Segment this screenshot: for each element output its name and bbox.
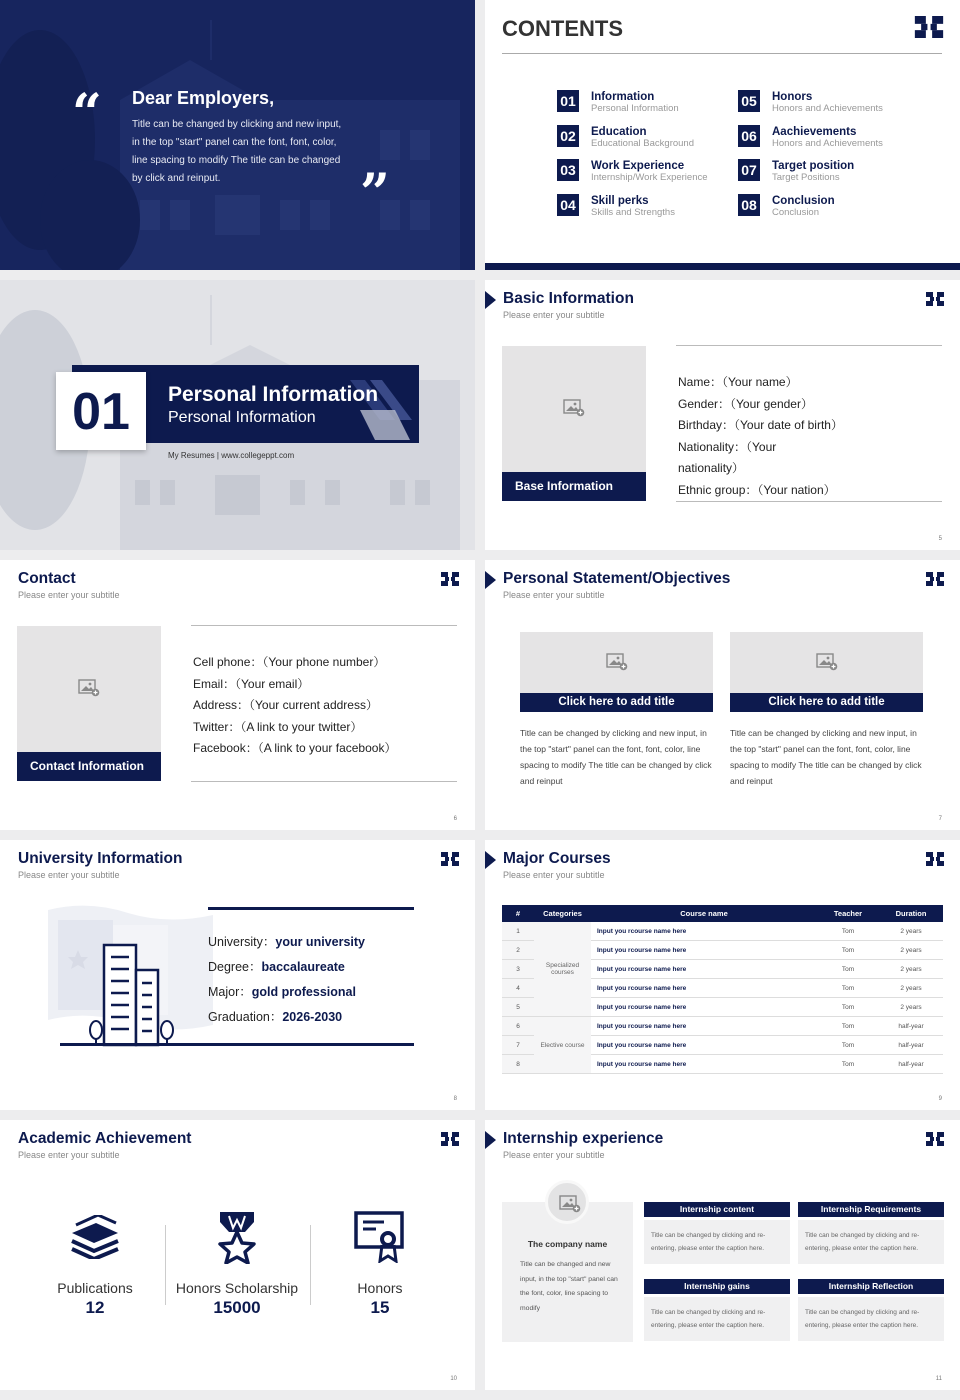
info-name: Name：（Your name） <box>678 375 798 389</box>
image-add-icon <box>559 1195 581 1213</box>
toc-item-subtitle: Skills and Strengths <box>591 206 675 218</box>
table-row <box>502 1017 943 1036</box>
university-building-illustration <box>48 905 218 1050</box>
teacher-cell: Tom <box>817 1055 879 1074</box>
contents-bottom-bar <box>485 263 960 270</box>
toc-item-title[interactable]: Information <box>591 91 655 103</box>
toc-number: 03 <box>557 159 579 181</box>
slide-cover-letter <box>0 0 475 270</box>
teacher-cell: Tom <box>817 960 879 979</box>
course-name-cell: Input you rcourse name here <box>591 979 817 998</box>
title-arrow-icon <box>485 1131 496 1149</box>
section-number: 01 <box>72 383 130 441</box>
cover-body: Title can be changed by clicking and new input, in the top "start" panel can the font, font, color, line spacing to modify The title can be changed by click and reinput. <box>132 119 342 184</box>
col-duration: Duration <box>879 905 943 922</box>
duration-cell: 2 years <box>879 998 943 1017</box>
slide-personal-statement <box>485 560 960 830</box>
duration-cell: half-year <box>879 1036 943 1055</box>
slide-university-information <box>0 840 475 1110</box>
table-header-row <box>502 905 943 922</box>
statement-image-1[interactable] <box>520 632 713 712</box>
title-arrow-icon <box>485 571 496 589</box>
university-top-line <box>208 907 414 910</box>
box-text: Title can be changed by clicking and re-entering, please enter the caption here. <box>798 1297 944 1341</box>
slide-title: University Information <box>18 850 183 867</box>
scholarship-medal-icon <box>217 1210 257 1264</box>
company-image-circle[interactable] <box>545 1180 589 1224</box>
major-row: Major：gold professional <box>208 985 356 999</box>
statement-image-2[interactable] <box>730 632 923 712</box>
slide-subtitle: Please enter your subtitle <box>18 870 120 880</box>
contact-address: Address：（Your current address） <box>193 698 378 713</box>
company-card-text: Title can be changed and new input, in the top "start" panel can the font, color, line spacing to modify <box>520 1261 618 1312</box>
slide-subtitle: Please enter your subtitle <box>503 870 605 880</box>
toc-number: 08 <box>738 194 760 216</box>
graduation-row: Graduation：2026-2030 <box>208 1010 343 1024</box>
teacher-cell: Tom <box>817 922 879 941</box>
logo-icon <box>926 1132 944 1146</box>
graduation-value: 2026-2030 <box>282 1010 343 1024</box>
info-bottom-line <box>191 781 457 782</box>
page-number: 7 <box>938 816 942 822</box>
logo-icon <box>441 1132 459 1146</box>
toc-item-subtitle: Internship/Work Experience <box>591 172 708 183</box>
image-add-icon <box>606 653 628 671</box>
photo-caption: Contact Information <box>17 752 161 781</box>
box-title: Internship Requirements <box>798 1202 944 1217</box>
slide-title: Internship experience <box>503 1130 664 1147</box>
toc-item-title[interactable]: Target position <box>772 160 855 172</box>
slide-subtitle: Please enter your subtitle <box>18 1150 120 1160</box>
row-index: 1 <box>502 922 534 941</box>
photo-caption: Base Information <box>502 472 646 501</box>
course-name-cell: Input you rcourse name here <box>591 941 817 960</box>
logo-icon <box>914 16 944 38</box>
toc-item-subtitle: Honors and Achievements <box>772 103 883 114</box>
university-details <box>208 930 365 1030</box>
info-gender: Gender：（Your gender） <box>678 396 813 411</box>
achievement-value: 12 <box>85 1298 105 1317</box>
section-subtitle: Personal Information <box>168 409 316 426</box>
contents-title: CONTENTS <box>502 16 623 41</box>
section-number-box <box>56 372 146 450</box>
row-index: 4 <box>502 979 534 998</box>
achievement-value: 15 <box>370 1298 390 1317</box>
contact-phone: Cell phone：（Your phone number） <box>193 655 386 669</box>
row-index: 8 <box>502 1055 534 1074</box>
duration-cell: 2 years <box>879 922 943 941</box>
card-text: Title can be changed by clicking and new input, in the top "start" panel can the font, font, color, line spacing to modify The title can be changed by click and reinput <box>520 728 712 786</box>
teacher-cell: Tom <box>817 1036 879 1055</box>
course-name-cell: Input you rcourse name here <box>591 998 817 1017</box>
info-top-line <box>191 625 457 626</box>
toc-number: 04 <box>557 194 579 216</box>
duration-cell: 2 years <box>879 960 943 979</box>
duration-cell: 2 years <box>879 941 943 960</box>
box-title: Internship content <box>644 1202 790 1217</box>
row-index: 3 <box>502 960 534 979</box>
row-index: 6 <box>502 1017 534 1036</box>
toc-item-title[interactable]: Honors <box>772 91 813 103</box>
slide-section-divider <box>0 280 475 550</box>
box-text: Title can be changed by clicking and re-entering, please enter the caption here. <box>644 1220 790 1264</box>
teacher-cell: Tom <box>817 998 879 1017</box>
table-row <box>502 922 943 941</box>
toc-item-subtitle: Target Positions <box>772 172 840 183</box>
duration-cell: 2 years <box>879 979 943 998</box>
toc-item-title[interactable]: Education <box>591 125 647 138</box>
page-number: 11 <box>935 1376 942 1382</box>
toc-number: 06 <box>738 125 760 147</box>
photo-placeholder[interactable] <box>502 346 646 501</box>
logo-icon <box>926 572 944 586</box>
course-name-cell: Input you rcourse name here <box>591 960 817 979</box>
col-index: # <box>502 905 534 922</box>
box-title: Internship gains <box>644 1279 790 1294</box>
achievement-label: Honors <box>357 1280 403 1296</box>
toc-item-subtitle: Conclusion <box>772 206 819 218</box>
slide-subtitle: Please enter your subtitle <box>503 590 605 600</box>
image-add-icon <box>563 399 585 417</box>
achievement-label: Publications <box>57 1280 133 1296</box>
logo-icon <box>926 852 944 866</box>
category-cell: Elective course <box>534 1017 591 1074</box>
logo-icon <box>926 292 944 306</box>
contact-facebook: Facebook：（A link to your facebook） <box>193 741 397 756</box>
achievement-separator <box>165 1225 166 1305</box>
box-text: Title can be changed by clicking and re-entering, please enter the caption here. <box>644 1297 790 1341</box>
books-stack-icon <box>68 1215 122 1259</box>
toc-item-subtitle: Educational Background <box>591 137 694 149</box>
info-ethnic: Ethnic group：（Your nation） <box>678 482 836 497</box>
course-name-cell: Input you rcourse name here <box>591 1055 817 1074</box>
title-arrow-icon <box>485 851 496 869</box>
logo-icon <box>441 572 459 586</box>
toc-item-subtitle: Personal Information <box>591 103 679 114</box>
open-quote-icon: “ <box>72 83 102 144</box>
box-text: Title can be changed by clicking and re-entering, please enter the caption here. <box>798 1220 944 1264</box>
course-name-cell: Input you rcourse name here <box>591 922 817 941</box>
contact-email: Email：（Your email） <box>193 676 310 691</box>
toc-item-title[interactable]: Aachievements <box>772 125 857 138</box>
slide-academic-achievement <box>0 1120 475 1390</box>
courses-table <box>502 905 943 1074</box>
info-nationality-cont: nationality） <box>678 461 745 476</box>
row-index: 2 <box>502 941 534 960</box>
card-text: Title can be changed by clicking and new input, in the top "start" panel can the font, font, color, line spacing to modify The title can be changed by click and reinput <box>730 728 922 786</box>
col-teacher: Teacher <box>817 905 879 922</box>
card-title[interactable]: Click here to add title <box>520 693 713 712</box>
toc-number: 05 <box>738 90 760 112</box>
page-number: 8 <box>453 1096 457 1102</box>
photo-placeholder[interactable] <box>17 626 161 781</box>
section-footer: My Resumes | www.collegeppt.com <box>168 451 295 460</box>
card-title[interactable]: Click here to add title <box>730 693 923 712</box>
info-bottom-line <box>676 501 942 502</box>
toc-number: 07 <box>738 159 760 181</box>
title-arrow-icon <box>485 291 496 309</box>
toc-number: 01 <box>557 90 579 112</box>
course-name-cell: Input you rcourse name here <box>591 1036 817 1055</box>
contact-twitter: Twitter：（A link to your twitter） <box>193 719 363 734</box>
course-name-cell: Input you rcourse name here <box>591 1017 817 1036</box>
info-top-line <box>676 345 942 346</box>
info-nationality: Nationality：（Your <box>678 439 777 454</box>
close-quote-icon: ” <box>360 163 390 224</box>
info-birthday: Birthday：（Your date of birth） <box>678 418 843 433</box>
duration-cell: half-year <box>879 1017 943 1036</box>
slide-title: Academic Achievement <box>18 1130 192 1147</box>
toc-item-title[interactable]: Skill perks <box>591 194 649 207</box>
box-title: Internship Reflection <box>798 1279 944 1294</box>
slide-internship-experience <box>485 1120 960 1390</box>
slide-title: Basic Information <box>503 290 634 307</box>
page-number: 9 <box>938 1096 942 1102</box>
section-title: Personal Information <box>168 383 379 406</box>
duration-cell: half-year <box>879 1055 943 1074</box>
toc-item-title[interactable]: Conclusion <box>772 194 835 207</box>
slide-major-courses <box>485 840 960 1110</box>
image-add-icon <box>816 653 838 671</box>
logo-icon <box>441 852 459 866</box>
col-categories: Categories <box>534 905 591 922</box>
cover-heading: Dear Employers, <box>132 88 275 108</box>
basic-info-list <box>678 372 908 502</box>
uni-value: your university <box>275 935 365 949</box>
page-number: 10 <box>450 1376 457 1382</box>
page-number: 6 <box>453 816 457 822</box>
contents-divider <box>502 53 942 54</box>
slide-contact <box>0 560 475 830</box>
slide-title: Contact <box>18 570 76 587</box>
col-course-name: Course name <box>591 905 817 922</box>
certificate-icon <box>354 1211 406 1263</box>
contact-info-list <box>193 652 458 760</box>
teacher-cell: Tom <box>817 1017 879 1036</box>
slide-subtitle: Please enter your subtitle <box>503 310 605 320</box>
degree-value: baccalaureate <box>261 960 345 974</box>
teacher-cell: Tom <box>817 979 879 998</box>
slide-subtitle: Please enter your subtitle <box>503 1150 605 1160</box>
university-bottom-line <box>60 1043 414 1046</box>
toc-item-subtitle: Honors and Achievements <box>772 137 883 149</box>
slide-basic-information <box>485 280 960 550</box>
category-cell: Specialized courses <box>534 922 591 1017</box>
uni-row: University：your university <box>208 935 365 949</box>
page-number: 5 <box>938 536 942 542</box>
row-index: 5 <box>502 998 534 1017</box>
company-card-title: The company name <box>527 1239 608 1249</box>
toc-item-title[interactable]: Work Experience <box>591 160 685 172</box>
slide-title: Personal Statement/Objectives <box>503 570 731 587</box>
toc-number: 02 <box>557 125 579 147</box>
major-value: gold professional <box>251 985 356 999</box>
slide-title: Major Courses <box>503 850 611 867</box>
slide-subtitle: Please enter your subtitle <box>18 590 120 600</box>
achievement-value: 15000 <box>213 1298 261 1317</box>
image-add-icon <box>78 679 100 697</box>
slide-contents <box>485 0 960 270</box>
teacher-cell: Tom <box>817 941 879 960</box>
achievement-label: Honors Scholarship <box>175 1280 299 1296</box>
degree-row: Degree：baccalaureate <box>208 960 345 974</box>
row-index: 7 <box>502 1036 534 1055</box>
